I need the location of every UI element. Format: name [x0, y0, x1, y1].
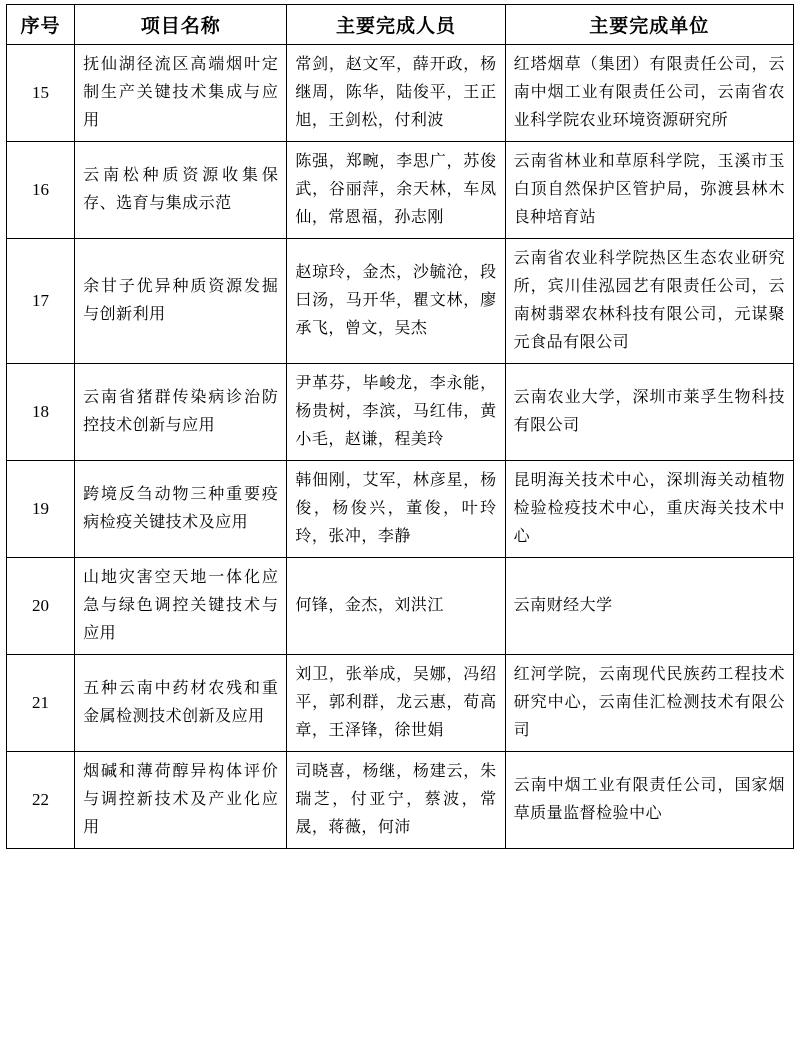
- row-people: 刘卫，张举成，吴娜，冯绍平，郭利群，龙云惠，荀高章，王泽锋，徐世娟: [287, 655, 505, 752]
- row-units: 红塔烟草（集团）有限责任公司，云南中烟工业有限责任公司，云南省农业科学院农业环境资源研究所: [505, 45, 793, 142]
- table-row: [7, 655, 794, 752]
- row-project-name: 抚仙湖径流区高端烟叶定制生产关键技术集成与应用: [75, 45, 287, 142]
- row-number: 17: [7, 239, 75, 364]
- row-units: 红河学院，云南现代民族药工程技术研究中心，云南佳汇检测技术有限公司: [505, 655, 793, 752]
- table-row: [7, 142, 794, 239]
- table-header-row: [7, 5, 794, 45]
- row-units: 云南财经大学: [505, 558, 793, 655]
- row-project-name: 烟碱和薄荷醇异构体评价与调控新技术及产业化应用: [75, 752, 287, 849]
- row-people: 陈强，郑畹，李思广，苏俊武，谷丽萍，余天林，车凤仙，常恩福，孙志刚: [287, 142, 505, 239]
- row-number: 16: [7, 142, 75, 239]
- column-header-project-name: 项目名称: [75, 5, 287, 45]
- row-units: 云南农业大学，深圳市莱孚生物科技有限公司: [505, 364, 793, 461]
- row-units: 云南省林业和草原科学院，玉溪市玉白顶自然保护区管护局，弥渡县林木良种培育站: [505, 142, 793, 239]
- row-number: 22: [7, 752, 75, 849]
- table-row: [7, 364, 794, 461]
- table-row: [7, 239, 794, 364]
- row-number: 18: [7, 364, 75, 461]
- column-header-no: 序号: [7, 5, 75, 45]
- row-project-name: 云南省猪群传染病诊治防控技术创新与应用: [75, 364, 287, 461]
- row-units: 昆明海关技术中心，深圳海关动植物检验检疫技术中心，重庆海关技术中心: [505, 461, 793, 558]
- row-project-name: 五种云南中药材农残和重金属检测技术创新及应用: [75, 655, 287, 752]
- table-row: [7, 461, 794, 558]
- row-people: 司晓喜，杨继，杨建云，朱瑞芝，付亚宁，蔡波，常晟，蒋薇，何沛: [287, 752, 505, 849]
- row-people: 韩佃刚，艾军，林彦星，杨俊，杨俊兴，董俊，叶玲玲，张冲，李静: [287, 461, 505, 558]
- row-number: 15: [7, 45, 75, 142]
- table-row: [7, 45, 794, 142]
- row-units: 云南省农业科学院热区生态农业研究所，宾川佳泓园艺有限责任公司，云南树翡翠农林科技有限公司，元谋聚元食品有限公司: [505, 239, 793, 364]
- column-header-units: 主要完成单位: [505, 5, 793, 45]
- row-number: 21: [7, 655, 75, 752]
- row-units: 云南中烟工业有限责任公司，国家烟草质量监督检验中心: [505, 752, 793, 849]
- row-people: 何锋，金杰，刘洪江: [287, 558, 505, 655]
- row-people: 尹革芬，毕峻龙，李永能，杨贵树，李滨，马红伟，黄小毛，赵谦，程美玲: [287, 364, 505, 461]
- row-project-name: 山地灾害空天地一体化应急与绿色调控关键技术与应用: [75, 558, 287, 655]
- table-row: [7, 558, 794, 655]
- table-body: [7, 45, 794, 849]
- column-header-people: 主要完成人员: [287, 5, 505, 45]
- row-number: 19: [7, 461, 75, 558]
- row-project-name: 跨境反刍动物三种重要疫病检疫关键技术及应用: [75, 461, 287, 558]
- row-people: 赵琼玲，金杰，沙毓沧，段曰汤，马开华，瞿文林，廖承飞，曾文，吴杰: [287, 239, 505, 364]
- table-row: [7, 752, 794, 849]
- row-number: 20: [7, 558, 75, 655]
- row-people: 常剑，赵文军，薛开政，杨继周，陈华，陆俊平，王正旭，王剑松，付利波: [287, 45, 505, 142]
- award-projects-table: [6, 4, 794, 849]
- table-header: [7, 5, 794, 45]
- row-project-name: 云南松种质资源收集保存、选育与集成示范: [75, 142, 287, 239]
- row-project-name: 余甘子优异种质资源发掘与创新利用: [75, 239, 287, 364]
